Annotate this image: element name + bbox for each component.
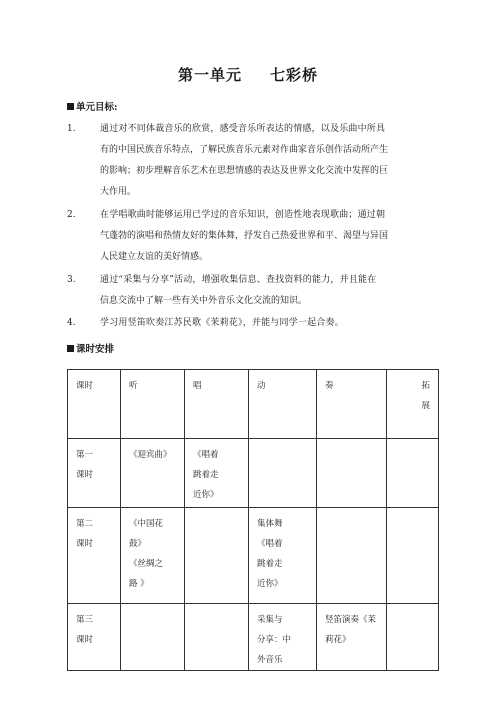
table-cell: [317, 508, 387, 604]
objective-line1: 通过“采集与分享”活动，增强收集信息、查找资料的能力，并且能在: [100, 275, 377, 285]
table-cell: 第三 课时: [68, 604, 121, 671]
objective-item-4: [67, 313, 439, 334]
header-cell: 拓 展: [387, 370, 439, 439]
table-cell: [387, 604, 439, 671]
objective-item-2: [67, 205, 439, 268]
table-cell: [387, 508, 439, 604]
table-cell: 集体舞 《唱着 跳着走 近你》: [249, 508, 317, 604]
objective-line1: 在学唱歌曲时能够运用已学过的音乐知识，创造性地表现歌曲；通过朝: [100, 210, 386, 220]
objective-continuation: 有的中国民族音乐特点，了解民族音乐元素对作曲家音乐创作活动所产生 的影响；初步理解音乐艺术在思想情感的表达及世界文化交流中发挥的巨 大作用。: [100, 145, 389, 197]
table-cell: [185, 508, 249, 604]
square-bullet-icon: [67, 103, 74, 110]
table-row: [68, 508, 439, 604]
objective-item-1: [67, 119, 439, 203]
header-cell: 动: [249, 370, 317, 439]
objectives-heading: [67, 99, 118, 113]
table-cell: 《唱着 跳着走 近你》: [185, 439, 249, 508]
objective-line1: 通过对不同体裁音乐的欣赏，感受音乐所表达的情感，以及乐曲中所具: [100, 124, 386, 134]
objective-continuation: 信息交流中了解一些有关中外音乐文化交流的知识。: [100, 296, 308, 306]
table-row: [68, 439, 439, 508]
objective-number: 2.: [67, 210, 76, 220]
table-cell: 竖笛演奏《茉 莉花》: [317, 604, 387, 671]
unit-number: 第一单元: [177, 66, 242, 84]
table-cell: 第二 课时: [68, 508, 121, 604]
schedule-heading: [67, 341, 114, 355]
page-title: [0, 64, 496, 85]
table-cell: 《迎宾曲》: [121, 439, 185, 508]
table-cell: 第一 课时: [68, 439, 121, 508]
header-cell: 听: [121, 370, 185, 439]
square-bullet-icon: [67, 345, 74, 352]
header-cell: 奏: [317, 370, 387, 439]
objectives-heading-text: 单元目标:: [76, 102, 118, 113]
table-cell: [121, 604, 185, 671]
table-cell: [317, 439, 387, 508]
table-cell: 采集与 分享：中 外音乐: [249, 604, 317, 671]
table-header-row: [68, 370, 439, 439]
table-cell: [387, 439, 439, 508]
header-cell: 课时: [68, 370, 121, 439]
objective-number: 1.: [67, 124, 76, 134]
table-cell: 《中国花 鼓》 《丝绸之 路 》: [121, 508, 185, 604]
objective-number: 3.: [67, 275, 76, 285]
objective-line1: 学习用竖笛吹奏江苏民歌《茉莉花》，并能与同学一起合奏。: [100, 318, 344, 328]
table-cell: [249, 439, 317, 508]
schedule-table: [67, 369, 439, 671]
objective-number: 4.: [67, 318, 76, 328]
table-row: [68, 604, 439, 671]
objective-item-3: [67, 270, 439, 312]
schedule-heading-text: 课时安排: [76, 344, 115, 355]
unit-name: 七彩桥: [270, 66, 319, 84]
header-cell: 唱: [185, 370, 249, 439]
table-cell: [185, 604, 249, 671]
objective-continuation: 气蓬勃的演唱和热情友好的集体舞，抒发自己热爱世界和平、渴望与异国 人民建立友谊的美好情感。: [100, 231, 389, 262]
